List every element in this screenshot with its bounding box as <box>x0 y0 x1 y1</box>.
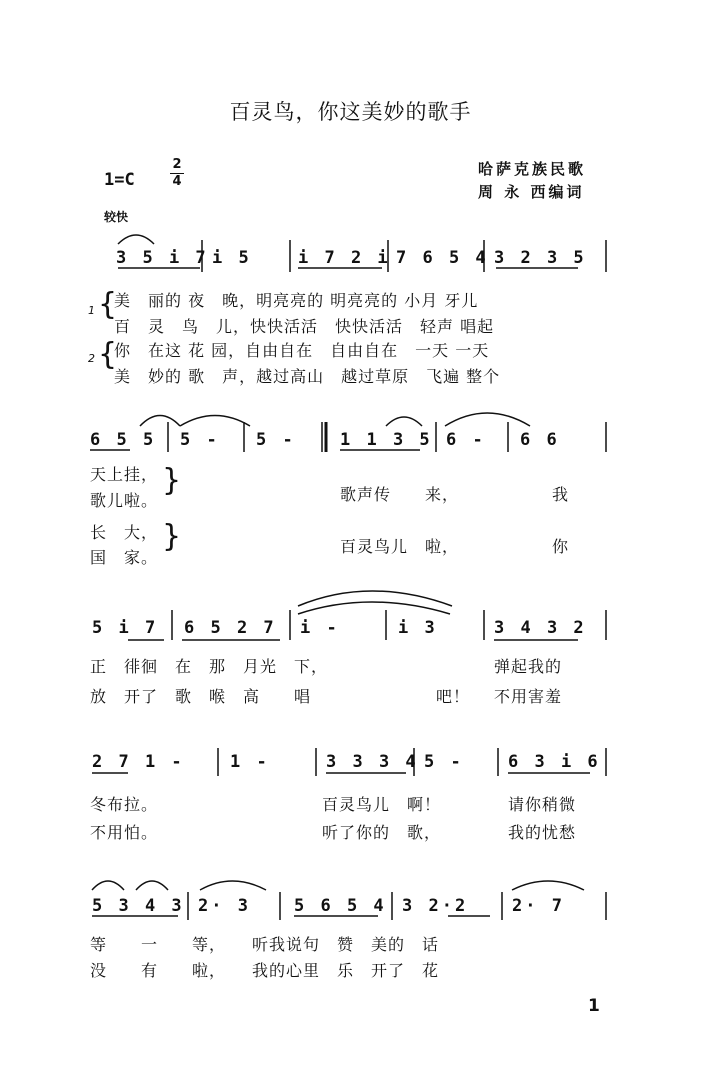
measure-10: 6 - <box>446 430 486 450</box>
lyric-line: 听了你的 歌， <box>322 823 442 842</box>
measure-4: 7 6 5 4 <box>396 248 489 268</box>
lyric-line: 歌儿啦。 <box>90 491 159 510</box>
brace: { <box>98 287 118 322</box>
lyric-line: 国 家。 <box>90 548 159 567</box>
measure-9: 1 1 3 5 <box>340 430 433 450</box>
credit-origin: 哈萨克族民歌 <box>478 160 587 178</box>
verse-number: 1 <box>88 304 95 317</box>
lyric-line: 正 徘徊 在 那 月光 下， <box>90 657 329 676</box>
measure-5: 3 2 3 5 <box>494 248 587 268</box>
lyric-line: 长 大， <box>90 523 159 542</box>
brace: } <box>162 519 182 554</box>
measure-12: 5 i 7 <box>92 618 159 638</box>
lyric-line: 你 在这 花 园，自由自在 自由自在 一天 一天 <box>114 341 490 360</box>
lyric-line: 天上挂， <box>90 465 159 484</box>
measure-26: 2· 7 <box>512 896 565 916</box>
measure-24: 5 6 5 4 <box>294 896 387 916</box>
lyric-line: 等 一 等， 听我说句 赞 美的 话 <box>90 935 440 954</box>
lyric-line: 美 妙的 歌 声，越过高山 越过草原 飞遍 整个 <box>114 367 501 386</box>
lyric-line: 没 有 啦， 我的心里 乐 开了 花 <box>90 961 440 980</box>
measure-23: 2· 3 <box>198 896 251 916</box>
lyric-line: 美 丽的 夜 晚，明亮亮的 明亮亮的 小月 牙儿 <box>114 291 479 310</box>
measure-1: 3 5 i 7 <box>116 248 209 268</box>
page-number: 1 <box>588 996 600 1016</box>
key-signature: 1=C <box>104 170 135 190</box>
lyric-line: 百灵鸟儿 啊！ <box>322 795 442 814</box>
brace: { <box>98 337 118 372</box>
lyric-line: 我 <box>552 485 570 504</box>
lyric-line: 请你稍微 <box>508 795 577 814</box>
measure-25: 3 2·2 <box>402 896 469 916</box>
verse-number: 2 <box>88 352 95 365</box>
tempo-marking: 较快 <box>104 210 129 224</box>
measure-7: 5 - <box>180 430 220 450</box>
lyric-line: 弹起我的 <box>494 657 563 676</box>
measure-8: 5 - <box>256 430 296 450</box>
lyric-line: 放 开了 歌 喉 高 唱 <box>90 687 312 706</box>
measure-14: i - <box>300 618 340 638</box>
measure-22: 5 3 4 3 <box>92 896 185 916</box>
lyric-line: 吧！ <box>436 687 471 706</box>
lyric-line: 我的忧愁 <box>508 823 577 842</box>
brace: } <box>162 463 182 498</box>
measure-6: 6 5 5 <box>90 430 157 450</box>
measure-19: 3 3 3 4 <box>326 752 419 772</box>
lyric-line: 不用怕。 <box>90 823 159 842</box>
lyric-line: 你 <box>552 537 570 556</box>
song-title: 百灵鸟，你这美妙的歌手 <box>229 100 472 124</box>
measure-2: i 5 <box>212 248 252 268</box>
measure-17: 2 7 1 - <box>92 752 185 772</box>
measure-21: 6 3 i 6 <box>508 752 601 772</box>
measure-18: 1 - <box>230 752 270 772</box>
measure-16: 3 4 3 2 <box>494 618 587 638</box>
lyric-line: 百灵鸟儿 啦， <box>340 537 460 556</box>
time-bottom: 4 <box>172 174 182 189</box>
credit-lyricist: 周 永 西编词 <box>478 183 585 201</box>
measure-11: 6 6 <box>520 430 560 450</box>
lyric-line: 冬布拉。 <box>90 795 159 814</box>
measure-3: i 7 2 i <box>298 248 391 268</box>
lyric-line: 百 灵 鸟 儿，快快活活 快快活活 轻声 唱起 <box>114 317 495 336</box>
time-top: 2 <box>172 157 182 172</box>
measure-20: 5 - <box>424 752 464 772</box>
lyric-line: 不用害羞 <box>494 687 563 706</box>
measure-13: 6 5 2 7 <box>184 618 277 638</box>
measure-15: i 3 <box>398 618 438 638</box>
lyric-line: 歌声传 来， <box>340 485 460 504</box>
